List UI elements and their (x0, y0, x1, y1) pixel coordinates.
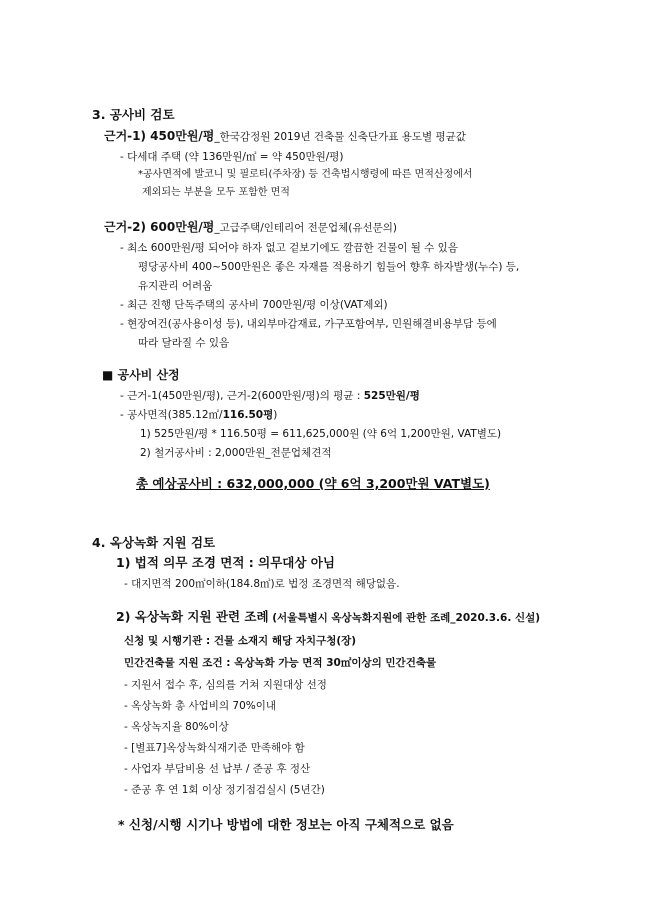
ordinance-line-5: - 옥상녹지율 80%이상 (124, 721, 229, 733)
ordinance-title: 2) 옥상녹화 지원 관련 조례 (116, 609, 269, 624)
ordinance-line-8: - 준공 후 연 1회 이상 정기점검실시 (5년간) (124, 784, 325, 796)
ordinance-subtitle: (서울특별시 옥상녹화지원에 관한 조례_2020.3.6. 신설) (268, 612, 541, 624)
basis-2-line-4: - 최근 진행 단독주택의 공사비 700만원/평 이상(VAT제외) (120, 299, 388, 311)
basis-2-source: _고급주택/인테리어 전문업체(유선문의) (214, 222, 397, 234)
basis-2-line-1: - 최소 600만원/평 되어야 하자 없고 겉보기에도 깔끔한 건물이 될 수 있음 (120, 242, 458, 254)
basis-2-line-2: 평당공사비 400~500만원은 좋은 자재를 적용하기 힘들어 향후 하자발생(누수) 등, (138, 261, 520, 273)
basis-1-label: 근거-1) 450만원/평 (104, 129, 215, 143)
section-3-title: 3. 공사비 검토 (92, 107, 175, 122)
basis-2-heading (104, 220, 397, 235)
basis-1-line-3: 제외되는 부분을 모두 포함한 면적 (142, 187, 290, 198)
basis-2-line-6: 따라 달라질 수 있음 (138, 337, 230, 349)
basis-1-line-2: *공사면적에 발코니 및 필로티(주차장) 등 건축법시행령에 따른 면적산정에서 (138, 169, 473, 180)
cost-estimate-heading: ■ 공사비 산정 (102, 368, 180, 382)
ordinance-line-7: - 사업자 부담비용 선 납부 / 준공 후 정산 (124, 763, 311, 775)
application-info-note: * 신청/시행 시기나 방법에 대한 정보는 아직 구체적으로 없음 (118, 817, 454, 832)
ordinance-line-3: - 지원서 접수 후, 심의를 거쳐 지원대상 선정 (124, 679, 327, 691)
construction-area-text: - 공사면적(385.12㎡/ (120, 409, 223, 421)
construction-area-close: ) (273, 409, 278, 421)
basis-2-line-5: - 현장여건(공사용이성 등), 내외부마감재료, 가구포함여부, 민원해결비용부담 등에 (120, 318, 497, 330)
cost-average-line (120, 389, 420, 403)
basis-2-line-3: 유지관리 어려움 (138, 280, 213, 292)
cost-average-text: - 근거-1(450만원/평), 근거-2(600만원/평)의 평균 : (120, 390, 364, 402)
basis-1-source: _한국감정원 2019년 건축물 신축단가표 용도별 평균값 (214, 131, 466, 143)
ordinance-line-1: 신청 및 시행기관 : 건물 소재지 해당 자치구청(장) (124, 635, 357, 647)
construction-area-value: 116.50평 (222, 409, 274, 421)
ordinance-line-6: - [별표7]옥상녹화식재기준 만족해야 함 (124, 742, 305, 754)
section-4-title: 4. 옥상녹화 지원 검토 (92, 535, 216, 550)
cost-average-value: 525만원/평 (363, 390, 420, 402)
ordinance-line-2: 민간건축물 지원 조건 : 옥상녹화 가능 면적 30㎡이상의 민간건축물 (124, 657, 437, 669)
ordinance-line-4: - 옥상녹화 총 사업비의 70%이내 (124, 700, 277, 712)
construction-area-line (120, 408, 277, 422)
basis-2-label: 근거-2) 600만원/평 (104, 220, 215, 234)
basis-1-line-1: - 다세대 주택 (약 136만원/㎡ = 약 450만원/평) (120, 151, 344, 163)
ordinance-heading (116, 610, 540, 625)
cost-calc-line-2: 2) 철거공사비 : 2,000만원_전문업체견적 (140, 447, 332, 459)
legal-landscape-heading: 1) 법적 의무 조경 면적 : 의무대상 아님 (116, 555, 335, 570)
basis-1-heading (104, 129, 466, 144)
legal-landscape-line: - 대지면적 200㎡이하(184.8㎡)로 법정 조경면적 해당없음. (124, 578, 400, 590)
cost-calc-line-1: 1) 525만원/평 * 116.50평 = 611,625,000원 (약 6억 1,200만원, VAT별도) (140, 428, 502, 440)
total-estimated-cost: 총 예상공사비 : 632,000,000 (약 6억 3,200만원 VAT별도) (136, 476, 490, 491)
